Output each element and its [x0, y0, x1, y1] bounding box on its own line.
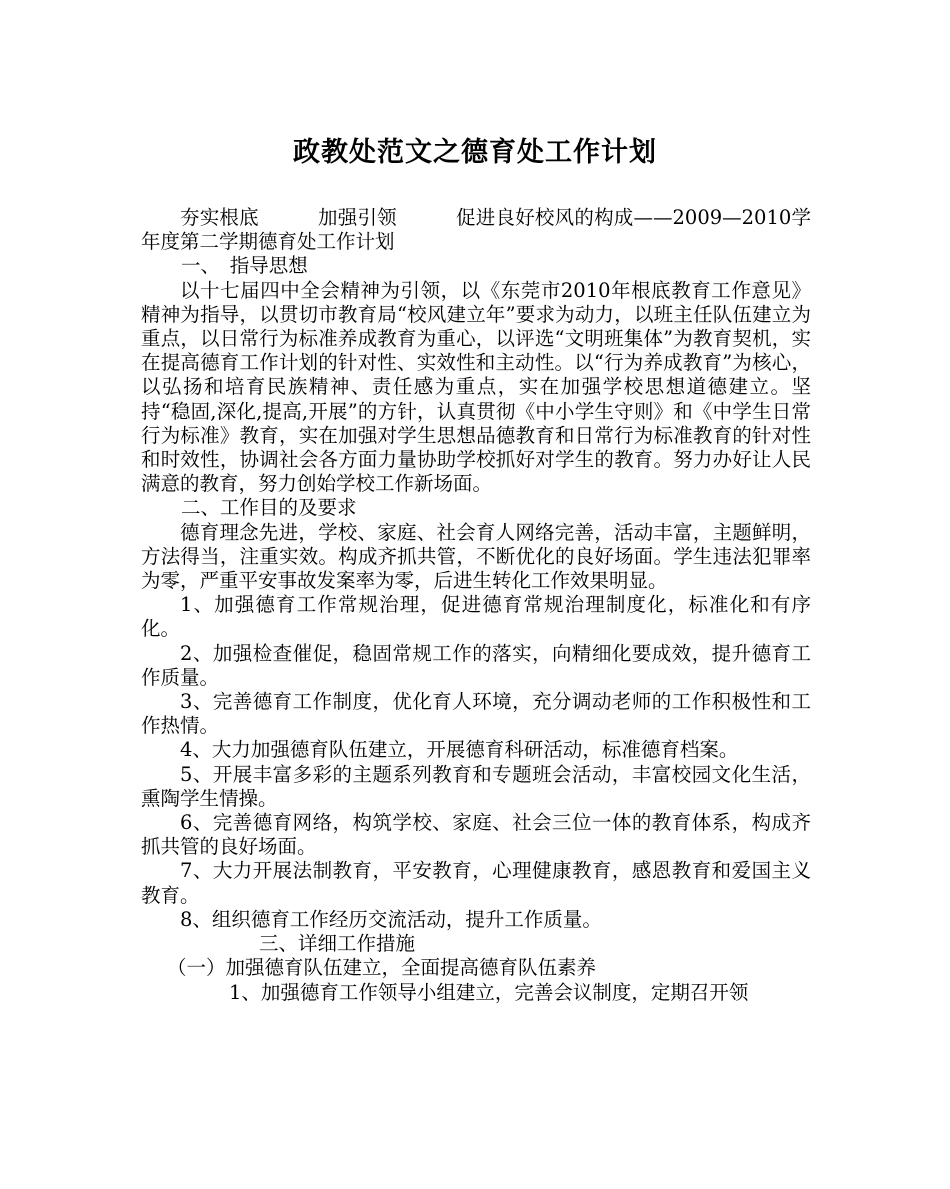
list-item-5: 5、开展丰富多彩的主题系列教育和专题班会活动，丰富校园文化生活，熏陶学生情操。 [141, 762, 811, 810]
list-item-1: 1、加强德育工作常规治理，促进德育常规治理制度化，标准化和有序化。 [141, 593, 811, 641]
document-body [141, 206, 811, 1005]
paragraph-goals: 德育理念先进，学校、家庭、社会育人网络完善，活动丰富，主题鲜明，方法得当，注重实效。构成齐抓共管，不断优化的良好场面。学生违法犯罪率为零，严重平安事故发案率为零，后进生转化工作效果明显。 [141, 520, 811, 593]
subsection-item-1: 1、加强德育工作领导小组建立，完善会议制度，定期召开领 [229, 980, 749, 1004]
section-heading-1: 一、 指导思想 [181, 254, 308, 278]
subtitle-paragraph: 夯实根底 加强引领 促进良好校风的构成——2009—2010学年度第二学期德育处工作计划 [141, 206, 811, 254]
paragraph-guiding-ideology: 以十七届四中全会精神为引领，以《东莞市2010年根底教育工作意见》精神为指导，以贯切市教育局“校风建立年”要求为动力，以班主任队伍建立为重点，以日常行为标准养成教育为重心，以评选“文明班集体”为教育契机，实在提高德育工作计划的针对性、实效性和主动性。以“行为养成教育”为核心，以弘扬和培育民族精神、责任感为重点，实在加强学校思想道德建立。坚持“稳固,深化,提高,开展”的方针，认真贯彻《中小学生守则》和《中学生日常行为标准》教育，实在加强对学生思想品德教育和日常行为标准教育的针对性和时效性，协调社会各方面力量协助学校抓好对学生的教育。努力办好让人民满意的教育，努力创始学校工作新场面。 [141, 278, 811, 496]
section-heading-2: 二、工作目的及要求 [181, 496, 357, 520]
section-heading-3: 三、详细工作措施 [259, 932, 416, 956]
list-item-6: 6、完善德育网络，构筑学校、家庭、社会三位一体的教育体系，构成齐抓共管的良好场面。 [141, 811, 811, 859]
subsection-heading-1: （一）加强德育队伍建立，全面提高德育队伍素养 [167, 956, 597, 980]
list-item-3: 3、完善德育工作制度，优化育人环境，充分调动老师的工作积极性和工作热情。 [141, 690, 811, 738]
list-item-4: 4、大力加强德育队伍建立，开展德育科研活动，标准德育档案。 [180, 738, 739, 762]
document-title: 政教处范文之德育处工作计划 [293, 137, 657, 168]
list-item-8: 8、组织德育工作经历交流活动，提升工作质量。 [180, 907, 602, 931]
list-item-2: 2、加强检查催促，稳固常规工作的落实，向精细化要成效，提升德育工作质量。 [141, 641, 811, 689]
list-item-7: 7、大力开展法制教育，平安教育，心理健康教育，感恩教育和爱国主义教育。 [141, 859, 811, 907]
